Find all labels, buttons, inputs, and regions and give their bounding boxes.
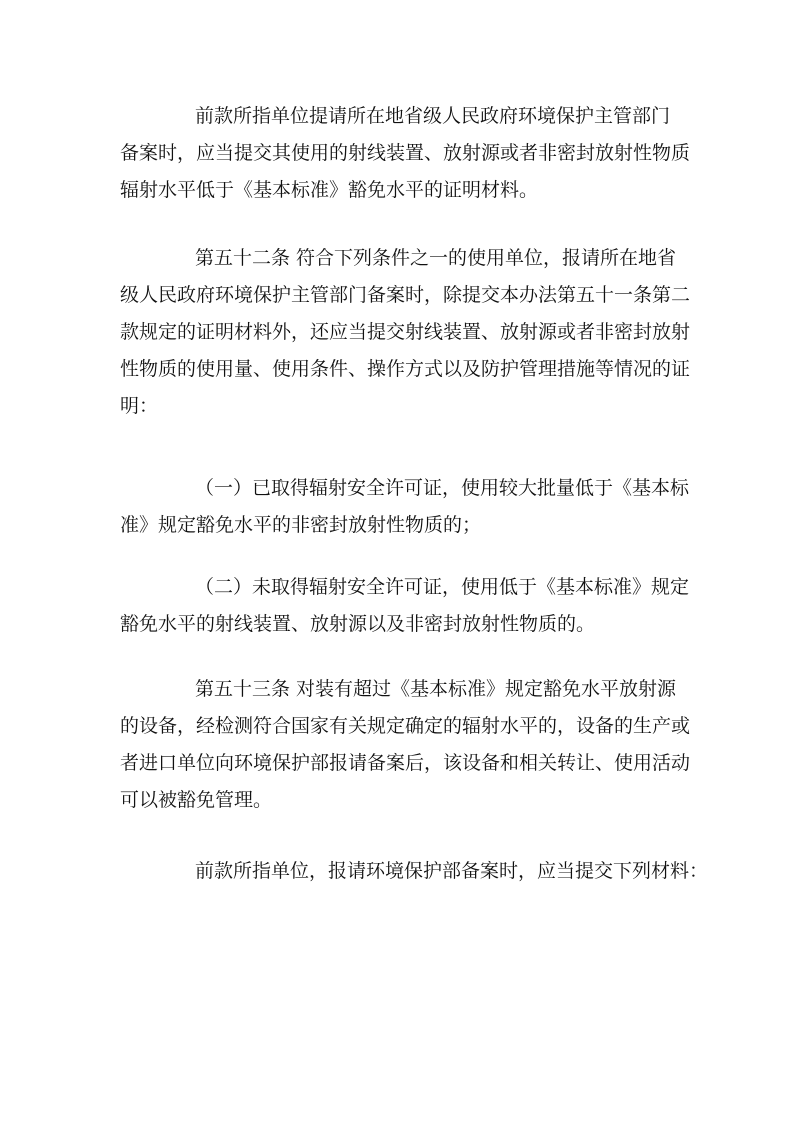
- text-line: 前款所指单位提请所在地省级人民政府环境保护主管部门: [195, 105, 671, 127]
- text-line: 第五十二条 符合下列条件之一的使用单位，报请所在地省: [195, 247, 677, 269]
- paragraph-article-52: [120, 240, 691, 425]
- paragraph-filing-requirements: [120, 853, 709, 890]
- text-line: 辐射水平低于《基本标准》豁免水平的证明材料。: [120, 179, 539, 201]
- paragraph-item-2: [120, 569, 690, 643]
- text-line: 准》规定豁免水平的非密封放射性物质的；: [120, 514, 482, 536]
- text-line: 第五十三条 对装有超过《基本标准》规定豁免水平放射源: [195, 678, 677, 700]
- paragraph-article-53: [120, 671, 691, 819]
- text-line: 款规定的证明材料外，还应当提交射线装置、放射源或者非密封放射: [120, 321, 691, 343]
- paragraph-item-1: [120, 470, 690, 544]
- paragraph-filing-materials: [120, 98, 691, 209]
- text-line: 性物质的使用量、使用条件、操作方式以及防护管理措施等情况的证: [120, 358, 691, 380]
- text-line: （一）已取得辐射安全许可证，使用较大批量低于《基本标: [195, 477, 690, 499]
- text-line: 的设备，经检测符合国家有关规定确定的辐射水平的，设备的生产或: [120, 715, 691, 737]
- text-line: 者进口单位向环境保护部报请备案后，该设备和相关转让、使用活动: [120, 752, 691, 774]
- text-line: 可以被豁免管理。: [120, 789, 273, 811]
- text-line: 豁免水平的射线装置、放射源以及非密封放射性物质的。: [120, 613, 596, 635]
- text-line: （二）未取得辐射安全许可证，使用低于《基本标准》规定: [195, 576, 690, 598]
- text-line: 级人民政府环境保护主管部门备案时，除提交本办法第五十一条第二: [120, 284, 691, 306]
- text-line: 明：: [120, 395, 159, 417]
- text-line: 备案时，应当提交其使用的射线装置、放射源或者非密封放射性物质: [120, 142, 691, 164]
- text-line: 前款所指单位，报请环境保护部备案时，应当提交下列材料：: [195, 860, 709, 882]
